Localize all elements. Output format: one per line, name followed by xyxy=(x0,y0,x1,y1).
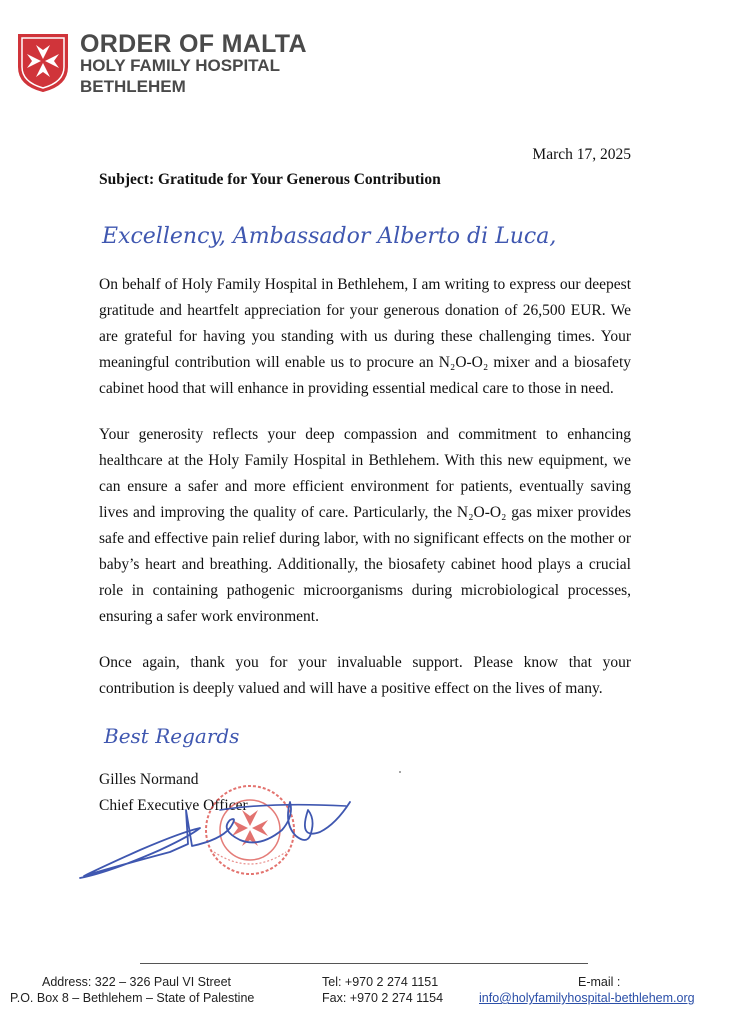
maltese-cross-shield-icon xyxy=(17,33,69,93)
body-paragraph-1: On behalf of Holy Family Hospital in Bethlehem, I am writing to express our deepest gratitude and heartfelt appreciation for your generous donation of 26,500 EUR. We are grateful for having you standing with us during these challenging times. Your meaningful contribution will enable us to procure an N₂O-O₂ mixer and a biosafety cabinet hood that will enhance in providing essential medical care to those in need. xyxy=(99,276,631,397)
footer-address-line-1: Address: 322 – 326 Paul VI Street xyxy=(42,975,232,989)
salutation: Excellency, Ambassador Alberto di Luca, xyxy=(102,224,557,249)
signatory-title: Chief Executive Officer xyxy=(99,797,248,814)
footer-email-link[interactable]: info@holyfamilyhospital-bethlehem.org xyxy=(479,991,695,1005)
footer-fax: Fax: +970 2 274 1154 xyxy=(322,991,444,1005)
footer-divider xyxy=(140,963,588,964)
letter-subject: Subject: Gratitude for Your Generous Contribution xyxy=(99,171,441,188)
body-paragraph-2: Your generosity reflects your deep compassion and commitment to enhancing healthcare at the Holy Family Hospital in Bethlehem. With this new equipment, we can ensure a safer and more efficient environment for patients, eventually saving lives and improving the quality of care. Particularly, the N₂O-O₂ gas mixer provides safe and effective pain relief during labor, with no significant effects on the mother or baby’s heart and breathing. Additionally, the biosafety cabinet hood plays a crucial role in containing pathogenic microorganisms during microbiological processes, ensuring a safer work environment. xyxy=(99,426,631,625)
org-name: ORDER OF MALTA xyxy=(80,30,307,58)
hospital-name: HOLY FAMILY HOSPITAL xyxy=(80,56,280,75)
hospital-city: BETHLEHEM xyxy=(80,77,186,96)
body-paragraph-3: Once again, thank you for your invaluable support. Please know that your contribution is deeply valued and will have a positive effect on the lives of many. xyxy=(99,654,631,697)
ink-dot xyxy=(399,771,401,773)
handwritten-signature xyxy=(70,780,360,890)
footer-telephone: Tel: +970 2 274 1151 xyxy=(322,975,439,989)
closing: Best Regards xyxy=(104,724,240,748)
signatory-name: Gilles Normand xyxy=(99,771,199,788)
footer-address-line-2: P.O. Box 8 – Bethlehem – State of Palestine xyxy=(10,991,255,1005)
letter-date: March 17, 2025 xyxy=(532,146,631,163)
footer-email-label: E-mail : xyxy=(578,975,621,989)
